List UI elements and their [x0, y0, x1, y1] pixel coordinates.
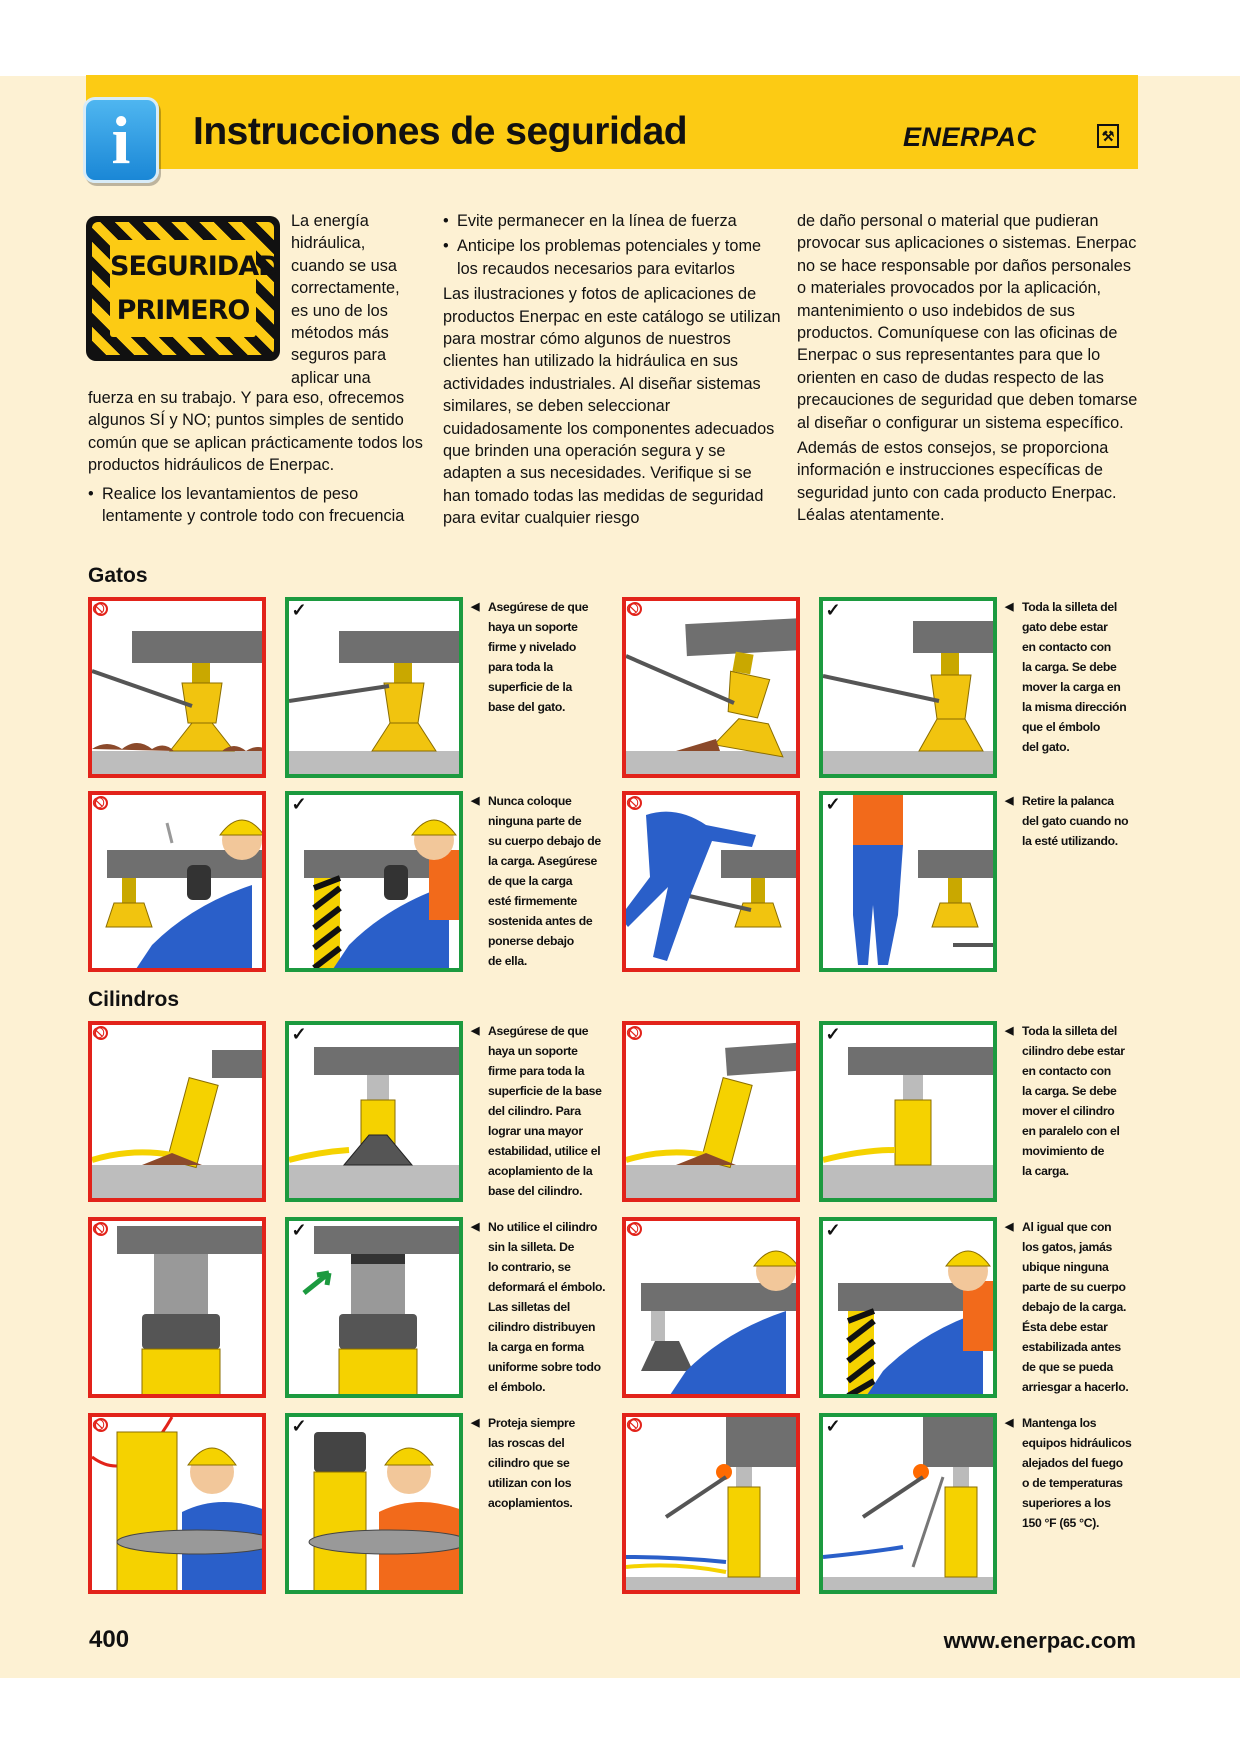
- checkmark-icon: ✓: [825, 600, 841, 620]
- intro-col3: [797, 210, 1140, 530]
- checkmark-icon: ✓: [825, 1416, 841, 1436]
- panel-jack-load-supported-right: [285, 791, 463, 972]
- checkmark-icon: ✓: [825, 794, 841, 814]
- checkmark-icon: ✓: [291, 794, 307, 814]
- sign-line-2: PRIMERO: [116, 295, 250, 326]
- brand-logo: ENERPAC: [903, 122, 1037, 152]
- prohibited-icon: [94, 1418, 108, 1432]
- panel-jack-handle-removed-right: [819, 791, 997, 972]
- intro-col1: [88, 387, 428, 530]
- note-cylinder-saddle-contact: ◀ Toda la silleta del cilindro debe estar en contacto con la carga. Se debe mover el cilindro en paralelo con el movimiento de la carga.: [1005, 1024, 1125, 1178]
- intro-col2-paragraph: Las ilustraciones y fotos de aplicaciones de productos Enerpac en este catálogo se utilizan para mostrar cómo algunos de nuestros clientes han utilizado la hidráulica en sus actividades industriales. Al diseñar sistemas similares, se deben seleccionar cuidadosamente los componentes adecuados que brinden una operación segura y se adapten a sus necesidades. Verifique si se han tomado todas las medidas de seguridad para evitar cualquier riesgo: [443, 285, 781, 528]
- intro-col2: [443, 210, 783, 533]
- intro-col1-paragraph: fuerza en su trabajo. Y para eso, ofrecemos algunos SÍ y NO; puntos simples de sentido común que se aplican prácticamente todos los productos hidráulicos de Enerpac.: [88, 389, 423, 475]
- note-cylinder-body-under-load: ◀ Al igual que con los gatos, jamás ubique ninguna parte de su cuerpo debajo de la carga. Ésta debe estar estabilizada antes de que se pueda arriesgar a hacerlo.: [1005, 1220, 1129, 1394]
- panel-cylinder-with-saddle-right: [285, 1217, 463, 1398]
- checkmark-icon: ✓: [825, 1220, 841, 1240]
- panel-jack-firm-base-right: [285, 597, 463, 778]
- prohibited-icon: [628, 1418, 642, 1432]
- checkmark-icon: ✓: [291, 600, 307, 620]
- note-cylinder-threads-protected: ◀ Proteja siempre las roscas del cilindro que se utilizan con los acoplamientos.: [471, 1416, 575, 1510]
- checkmark-icon: ✓: [825, 1024, 841, 1044]
- panel-cylinder-base-attachment-right: [285, 1021, 463, 1202]
- prohibited-icon: [628, 796, 642, 810]
- prohibited-icon: [94, 796, 108, 810]
- panel-jack-saddle-contact-right: [819, 597, 997, 778]
- safety-first-sign: [86, 216, 280, 361]
- intro-col1-wrap: La energía hidráulica, cuando se usa correctamente, es uno de los métodos más seguros para aplicar una: [291, 212, 400, 387]
- note-cylinder-fire-distance: ◀ Mantenga los equipos hidráulicos alejados del fuego o de temperaturas superiores a los 150 °F (65 °C).: [1005, 1416, 1132, 1530]
- note-jack-saddle-contact: ◀ Toda la silleta del gato debe estar en contacto con la carga. Se debe mover la carga en la misma dirección que el émbolo del gato.: [1005, 600, 1127, 754]
- prohibited-icon: [628, 602, 642, 616]
- panel-jack-saddle-offcenter-wrong: [622, 597, 800, 778]
- brand-mark-icon: ⚒: [1097, 124, 1119, 148]
- panel-jack-body-under-load-wrong: [88, 791, 266, 972]
- sign-line-1: SEGURIDAD: [110, 251, 280, 282]
- panel-cylinder-near-fire-wrong: [622, 1413, 800, 1594]
- note-cylinder-base-attachment: ◀ Asegúrese de que haya un soporte firme para toda la superficie de la base del cilindro. Para lograr una mayor estabilidad, utilice el acoplamiento de la base del cilindro.: [471, 1024, 602, 1198]
- panel-cylinder-threads-protected-right: [285, 1413, 463, 1594]
- note-jack-firm-base: ◀ Asegúrese de que haya un soporte firme y nivelado para toda la superficie de la base del gato.: [471, 600, 589, 714]
- checkmark-icon: ✓: [291, 1416, 307, 1436]
- checkmark-icon: ✓: [291, 1220, 307, 1240]
- section-title-cilindros: Cilindros: [88, 988, 180, 1011]
- intro-col1-bullet: • Realice los levantamientos de peso lentamente y controle todo con frecuencia: [88, 483, 428, 528]
- note-jack-handle-removed: ◀ Retire la palanca del gato cuando no la esté utilizando.: [1005, 794, 1129, 848]
- panel-jack-handle-left-wrong: [622, 791, 800, 972]
- intro-col2-bullet-1: • Evite permanecer en la línea de fuerza: [443, 210, 783, 232]
- panel-cylinder-no-saddle-wrong: [88, 1217, 266, 1398]
- intro-col2-bullet-2: • Anticipe los problemas potenciales y tome los recaudos necesarios para evitarlos: [443, 235, 783, 280]
- website-link[interactable]: www.enerpac.com: [943, 1628, 1136, 1653]
- page-title: Instrucciones de seguridad: [193, 110, 688, 153]
- panel-cylinder-threads-unprotected-wrong: [88, 1413, 266, 1594]
- prohibited-icon: [94, 602, 108, 616]
- prohibited-icon: [94, 1026, 108, 1040]
- prohibited-icon: [628, 1026, 642, 1040]
- section-title-gatos: Gatos: [88, 564, 148, 587]
- panel-cylinder-load-supported-right: [819, 1217, 997, 1398]
- panel-cylinder-saddle-offcenter-wrong: [622, 1021, 800, 1202]
- checkmark-icon: ✓: [291, 1024, 307, 1044]
- note-jack-body-under-load: ◀ Nunca coloque ninguna parte de su cuerpo debajo de la carga. Asegúrese de que la carga esté firmemente sostenida antes de ponerse debajo de ella.: [471, 794, 601, 968]
- prohibited-icon: [628, 1222, 642, 1236]
- intro-col3-paragraph-2: Además de estos consejos, se proporciona información e instrucciones específicas de seguridad junto con cada producto Enerpac. Léalas atentamente.: [797, 439, 1117, 525]
- panel-cylinder-body-under-load-wrong: [622, 1217, 800, 1398]
- panel-cylinder-fire-distance-right: [819, 1413, 997, 1594]
- note-cylinder-with-saddle: ◀ No utilice el cilindro sin la silleta. De lo contrario, se deformará el émbolo. Las silletas del cilindro distribuyen la carga en forma uniforme sobre todo el émbolo.: [471, 1220, 606, 1394]
- prohibited-icon: [94, 1222, 108, 1236]
- panel-jack-uneven-base-wrong: [88, 597, 266, 778]
- page-number: 400: [89, 1626, 130, 1653]
- info-icon: i: [83, 97, 159, 183]
- panel-cylinder-uneven-base-wrong: [88, 1021, 266, 1202]
- intro-col3-paragraph-1: de daño personal o material que pudieran provocar sus aplicaciones o sistemas. Enerpac no se hace responsable por daños personales o materiales provocados por la aplicación, mantenimiento o uso indebidos de sus productos. Comuníquese con las oficinas de Enerpac o sus representantes para que lo orienten en caso de dudas respecto de las precauciones de seguridad que deben tomarse al diseñar o configurar un sistema específico.: [797, 212, 1138, 432]
- panel-cylinder-saddle-contact-right: [819, 1021, 997, 1202]
